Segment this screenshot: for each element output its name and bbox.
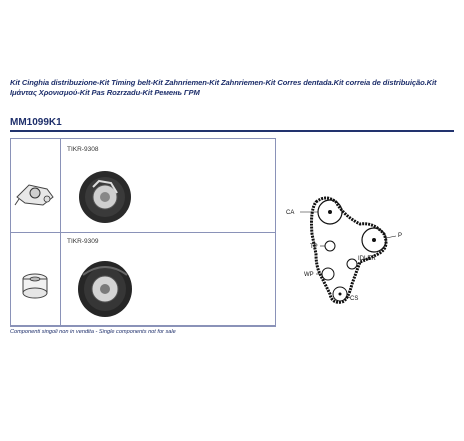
belt-routing-diagram [286,190,410,314]
label-idler: IDLER [358,256,376,262]
label-wp: WP [304,272,314,278]
part-label-1: TIKR-9308 [67,146,99,153]
title-divider [10,130,454,132]
label-ca: CA [286,210,295,216]
panel-row-divider [11,232,275,233]
label-p: P [398,233,403,239]
part-label-2: TIKR-9309 [67,238,99,245]
kit-code: MM1099K1 [10,117,62,128]
kit-description: Kit Cinghia distribuzione-Kit Timing belt-Kit Zahnriemen-Kit Zahnriemen-Kit Corres dentada.Kit correia de distribuição.Kit Ιμάντας Χρονισμού-Kit Pas Rozrzadu-Kit Ремень ГРМ [10,78,437,97]
wp-pulley [322,268,334,280]
idler-pulley [347,259,357,269]
label-cs: CS [350,296,359,302]
idler-pulley-image [69,255,141,321]
tp-pulley [325,241,335,251]
single-components-note: Componenti singoli non in vendita - Single components not for sale [10,326,276,338]
tensioner-pulley-image [69,163,141,227]
label-tp: TP [310,244,318,250]
components-panel [10,138,276,326]
idler-spacer-illustration [17,269,55,305]
tensioner-bracket-illustration [13,175,57,211]
